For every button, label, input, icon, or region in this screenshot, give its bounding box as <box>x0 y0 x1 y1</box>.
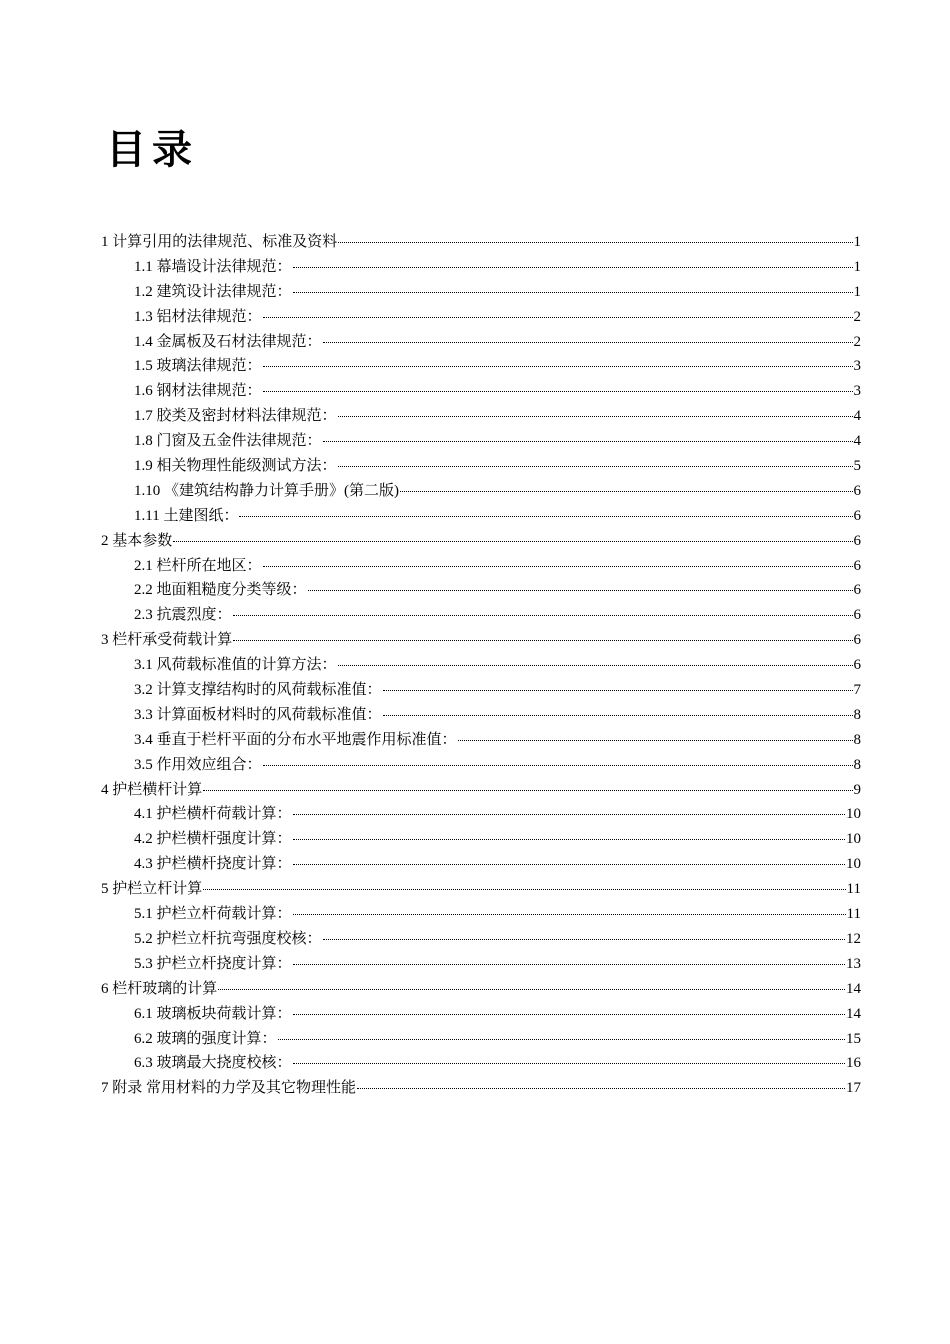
toc-subsection-entry[interactable] <box>101 330 861 355</box>
toc-page-number: 8 <box>853 706 861 723</box>
toc-entry-label: 4.3 护栏横杆挠度计算： <box>134 856 292 873</box>
toc-page-number: 6 <box>853 507 861 524</box>
toc-dot-leader <box>383 715 853 716</box>
toc-dot-leader <box>338 416 853 417</box>
toc-dot-leader <box>173 541 852 542</box>
toc-page-number: 1 <box>853 234 861 250</box>
toc-entry-label: 3.2 计算支撑结构时的风荷载标准值： <box>134 682 382 699</box>
toc-page-number: 13 <box>846 955 861 972</box>
toc-entry-label: 6.1 玻璃板块荷载计算： <box>134 1005 292 1022</box>
toc-entry-label: 1.5 玻璃法律规范： <box>134 358 262 375</box>
toc-section-entry[interactable] <box>101 977 861 1002</box>
toc-entry-label: 2 基本参数 <box>101 532 173 549</box>
toc-subsection-entry[interactable] <box>101 902 861 927</box>
toc-section-entry[interactable] <box>101 230 861 255</box>
toc-entry-label: 1.1 幕墙设计法律规范： <box>134 258 292 275</box>
toc-page-number: 14 <box>846 980 861 997</box>
toc-page-number: 15 <box>846 1030 861 1047</box>
toc-subsection-entry[interactable] <box>101 379 861 404</box>
toc-page-number: 12 <box>846 930 861 947</box>
toc-dot-leader <box>323 441 853 442</box>
toc-entry-label: 4 护栏横杆计算 <box>101 781 203 798</box>
toc-dot-leader <box>293 267 853 268</box>
toc-page-number: 6 <box>853 582 861 599</box>
toc-subsection-entry[interactable] <box>101 952 861 977</box>
toc-subsection-entry[interactable] <box>101 255 861 280</box>
toc-subsection-entry[interactable] <box>101 678 861 703</box>
toc-dot-leader <box>357 1088 845 1089</box>
toc-page-number: 8 <box>853 731 861 748</box>
toc-entry-label: 3.3 计算面板材料时的风荷载标准值： <box>134 706 382 723</box>
toc-page-number: 11 <box>846 881 861 898</box>
toc-dot-leader <box>458 740 853 741</box>
toc-entry-label: 5 护栏立杆计算 <box>101 881 203 898</box>
toc-page-number: 10 <box>846 831 861 848</box>
toc-dot-leader <box>203 790 852 791</box>
toc-entry-label: 1.11 土建图纸： <box>134 507 239 524</box>
toc-page-number: 17 <box>846 1080 861 1097</box>
toc-subsection-entry[interactable] <box>101 653 861 678</box>
toc-page-number: 8 <box>853 756 861 773</box>
toc-dot-leader <box>338 242 852 243</box>
toc-entry-label: 2.1 栏杆所在地区： <box>134 557 262 574</box>
toc-dot-leader <box>263 391 853 392</box>
toc-subsection-entry[interactable] <box>101 1051 861 1076</box>
toc-entry-label: 3 栏杆承受荷载计算 <box>101 632 233 649</box>
toc-subsection-entry[interactable] <box>101 1002 861 1027</box>
toc-subsection-entry[interactable] <box>101 802 861 827</box>
toc-dot-leader <box>293 864 845 865</box>
toc-entry-label: 1.8 门窗及五金件法律规范： <box>134 433 322 450</box>
toc-entry-label: 1.9 相关物理性能级测试方法： <box>134 458 337 475</box>
toc-page-number: 3 <box>853 383 861 400</box>
toc-dot-leader <box>293 839 845 840</box>
toc-subsection-entry[interactable] <box>101 554 861 579</box>
toc-dot-leader <box>203 889 845 890</box>
toc-subsection-entry[interactable] <box>101 280 861 305</box>
toc-dot-leader <box>338 466 853 467</box>
toc-dot-leader <box>263 366 853 367</box>
toc-dot-leader <box>263 317 853 318</box>
toc-subsection-entry[interactable] <box>101 504 861 529</box>
toc-entry-label: 4.1 护栏横杆荷载计算： <box>134 806 292 823</box>
toc-page-number: 7 <box>853 682 861 699</box>
toc-entry-label: 2.3 抗震烈度： <box>134 607 232 624</box>
toc-dot-leader <box>233 615 853 616</box>
toc-page-number: 9 <box>853 781 861 798</box>
toc-section-entry[interactable] <box>101 1076 861 1101</box>
toc-page-number: 6 <box>853 532 861 549</box>
toc-page-number: 5 <box>853 458 861 475</box>
toc-page-number: 1 <box>853 283 861 300</box>
toc-entry-label: 3.1 风荷载标准值的计算方法： <box>134 657 337 674</box>
toc-page-number: 1 <box>853 258 861 275</box>
toc-page-number: 14 <box>846 1005 861 1022</box>
toc-page-number: 11 <box>846 906 861 923</box>
toc-entry-label: 5.1 护栏立杆荷载计算： <box>134 906 292 923</box>
toc-page-number: 16 <box>846 1055 861 1072</box>
toc-dot-leader <box>293 292 853 293</box>
toc-dot-leader <box>293 964 845 965</box>
toc-dot-leader <box>383 690 853 691</box>
toc-entry-label: 6.2 玻璃的强度计算： <box>134 1030 277 1047</box>
toc-subsection-entry[interactable] <box>101 1027 861 1052</box>
toc-subsection-entry[interactable] <box>101 603 861 628</box>
toc-subsection-entry[interactable] <box>101 753 861 778</box>
toc-page-number: 6 <box>853 482 861 499</box>
toc-dot-leader <box>308 590 853 591</box>
toc-dot-leader <box>293 1014 845 1015</box>
toc-dot-leader <box>218 989 845 990</box>
toc-page-number: 4 <box>853 433 861 450</box>
page-title: 目录 <box>106 127 198 173</box>
toc-dot-leader <box>239 516 852 517</box>
toc-dot-leader <box>338 665 853 666</box>
toc-subsection-entry[interactable] <box>101 479 861 504</box>
toc-dot-leader <box>293 1063 845 1064</box>
toc-entry-label: 1 计算引用的法律规范、标准及资料 <box>101 234 338 250</box>
toc-section-entry[interactable] <box>101 877 861 902</box>
toc-page-number: 6 <box>853 607 861 624</box>
toc-page-number: 6 <box>853 657 861 674</box>
toc-dot-leader <box>323 342 853 343</box>
toc-section-entry[interactable] <box>101 778 861 803</box>
toc-subsection-entry[interactable] <box>101 429 861 454</box>
toc-subsection-entry[interactable] <box>101 404 861 429</box>
toc-dot-leader <box>263 566 853 567</box>
toc-entry-label: 1.10 《建筑结构静力计算手册》(第二版) <box>134 482 399 499</box>
toc-subsection-entry[interactable] <box>101 827 861 852</box>
toc-section-entry[interactable] <box>101 628 861 653</box>
toc-entry-label: 1.2 建筑设计法律规范： <box>134 283 292 300</box>
toc-page-number: 6 <box>853 557 861 574</box>
toc-page-number: 4 <box>853 408 861 425</box>
toc-dot-leader <box>233 640 852 641</box>
table-of-contents <box>101 230 861 1101</box>
toc-page-number: 10 <box>846 856 861 873</box>
toc-dot-leader <box>293 914 846 915</box>
toc-entry-label: 5.3 护栏立杆挠度计算： <box>134 955 292 972</box>
toc-entry-label: 5.2 护栏立杆抗弯强度校核： <box>134 930 322 947</box>
toc-dot-leader <box>400 491 853 492</box>
toc-entry-label: 3.5 作用效应组合： <box>134 756 262 773</box>
toc-dot-leader <box>323 939 845 940</box>
toc-subsection-entry[interactable] <box>101 852 861 877</box>
toc-subsection-entry[interactable] <box>101 703 861 728</box>
toc-page-number: 6 <box>853 632 861 649</box>
toc-section-entry[interactable] <box>101 529 861 554</box>
toc-subsection-entry[interactable] <box>101 354 861 379</box>
toc-subsection-entry[interactable] <box>101 927 861 952</box>
toc-dot-leader <box>278 1039 845 1040</box>
toc-entry-label: 1.4 金属板及石材法律规范： <box>134 333 322 350</box>
toc-dot-leader <box>293 814 845 815</box>
toc-entry-label: 4.2 护栏横杆强度计算： <box>134 831 292 848</box>
toc-entry-label: 1.3 铝材法律规范： <box>134 308 262 325</box>
toc-entry-label: 2.2 地面粗糙度分类等级： <box>134 582 307 599</box>
toc-entry-label: 1.6 钢材法律规范： <box>134 383 262 400</box>
toc-subsection-entry[interactable] <box>101 305 861 330</box>
toc-entry-label: 7 附录 常用材料的力学及其它物理性能 <box>101 1080 357 1097</box>
toc-page-number: 2 <box>853 308 861 325</box>
toc-dot-leader <box>263 765 853 766</box>
toc-subsection-entry[interactable] <box>101 578 861 603</box>
toc-page-number: 2 <box>853 333 861 350</box>
toc-page-number: 3 <box>853 358 861 375</box>
toc-entry-label: 6 栏杆玻璃的计算 <box>101 980 218 997</box>
toc-page-number: 10 <box>846 806 861 823</box>
toc-entry-label: 6.3 玻璃最大挠度校核： <box>134 1055 292 1072</box>
toc-subsection-entry[interactable] <box>101 728 861 753</box>
toc-entry-label: 3.4 垂直于栏杆平面的分布水平地震作用标准值： <box>134 731 457 748</box>
toc-subsection-entry[interactable] <box>101 454 861 479</box>
toc-entry-label: 1.7 胶类及密封材料法律规范： <box>134 408 337 425</box>
